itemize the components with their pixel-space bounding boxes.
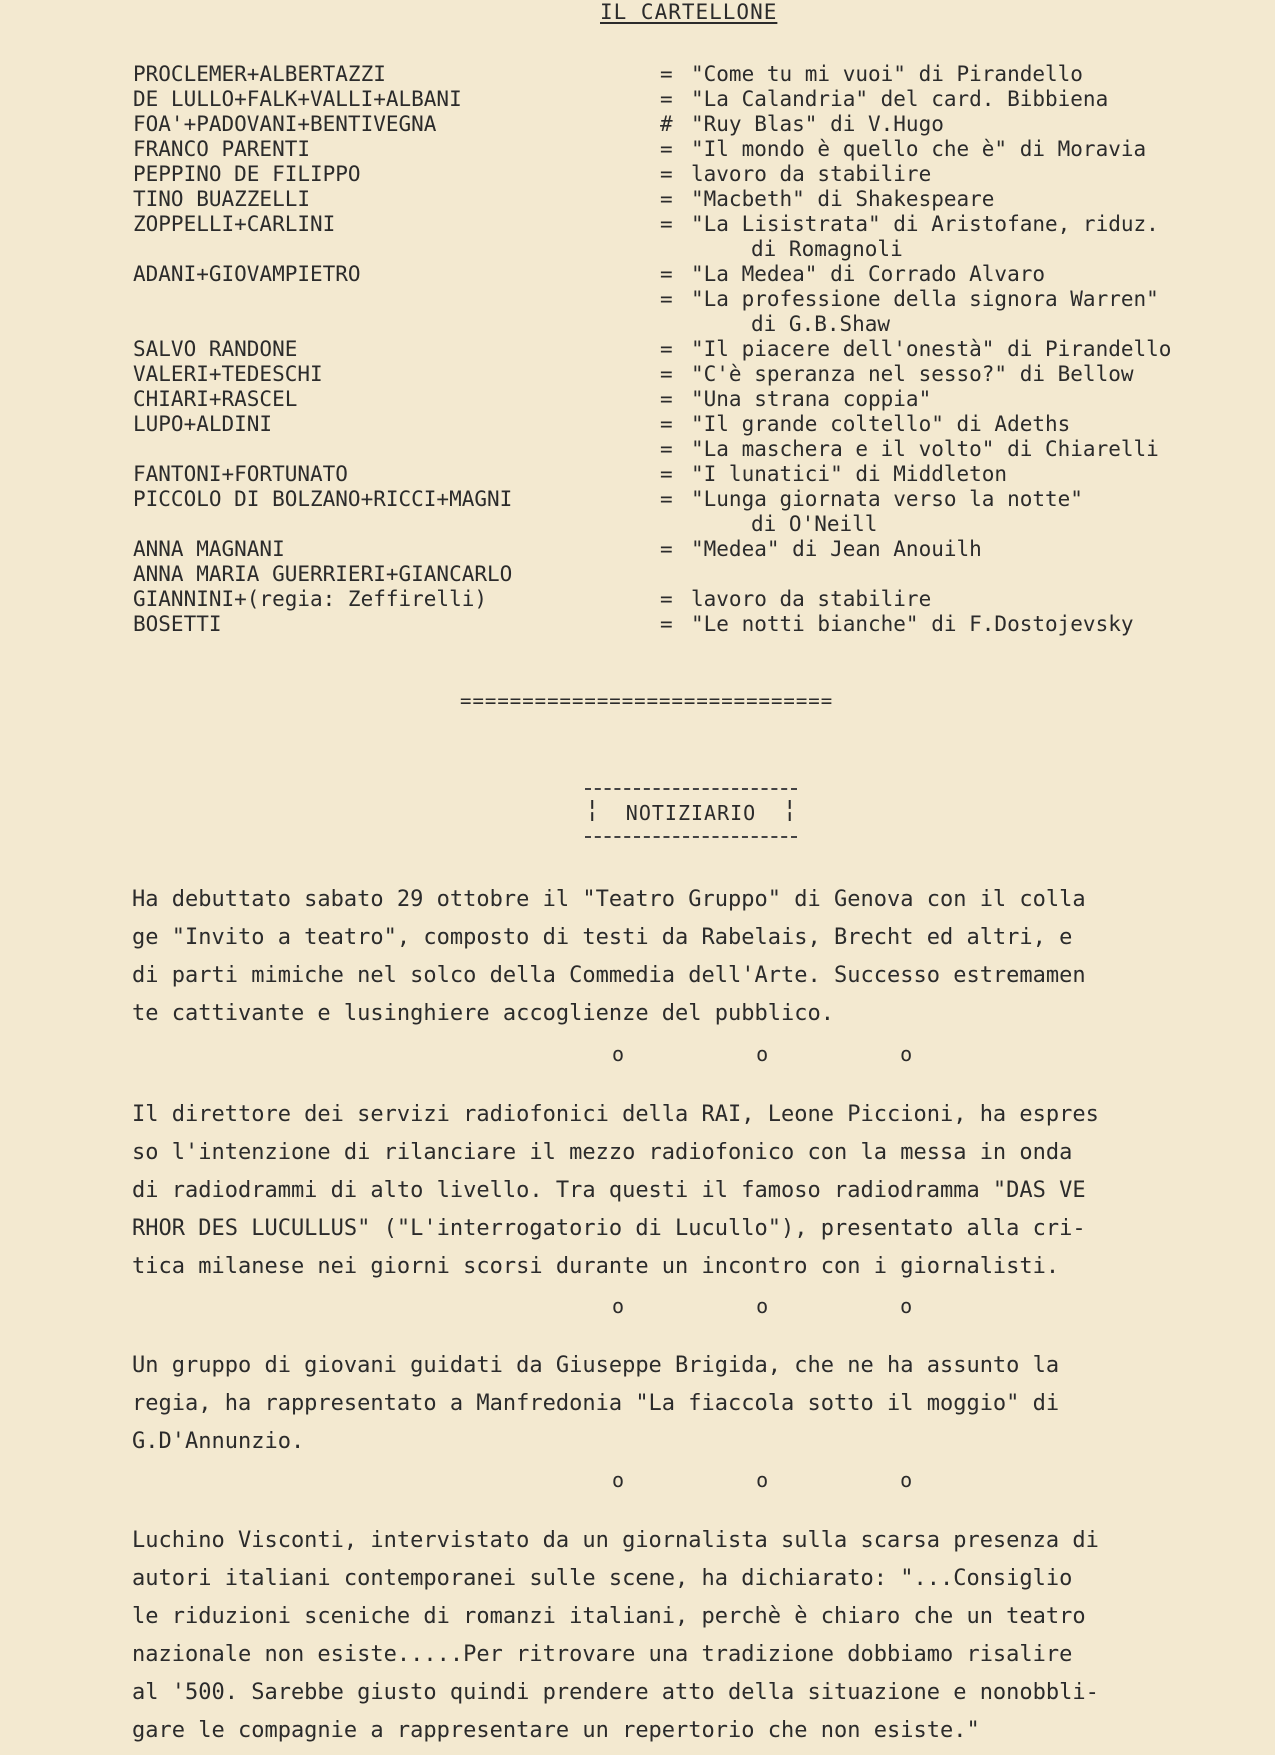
cast-play: "Macbeth" di Shakespeare (691, 187, 995, 211)
news-line: te cattivante e lusinghiere accoglienze del pubblico. (132, 1001, 834, 1026)
cast-company: GIANNINI+(regia: Zeffirelli) (133, 587, 488, 611)
cast-company: ADANI+GIOVAMPIETRO (133, 262, 361, 286)
cast-company: PROCLEMER+ALBERTAZZI (133, 62, 386, 86)
cast-row (133, 162, 1273, 187)
news-line: so l'intenzione di rilanciare il mezzo radiofonico con la messa in onda (132, 1140, 1073, 1165)
cast-play: "La Calandria" del card. Bibbiena (691, 87, 1109, 111)
news-line: gare le compagnie a rappresentare un repertorio che non esiste." (132, 1718, 980, 1743)
news-line: le riduzioni sceniche di romanzi italiani, perchè è chiaro che un teatro (132, 1604, 1086, 1629)
news-line: Un gruppo di giovani guidati da Giuseppe Brigida, che ne ha assunto la (132, 1353, 1060, 1378)
divider-line: ============================== (460, 690, 834, 712)
cast-company: FOA'+PADOVANI+BENTIVEGNA (133, 112, 437, 136)
cast-company: BOSETTI (133, 612, 222, 636)
cast-play: "Una strana coppia" (691, 387, 932, 411)
cast-row (133, 512, 1273, 537)
cast-company: VALERI+TEDESCHI (133, 362, 323, 386)
cast-row (133, 462, 1273, 487)
cast-separator: = (660, 537, 673, 561)
cast-separator: = (660, 487, 673, 511)
cast-company: TINO BUAZZELLI (133, 187, 311, 211)
cast-separator: = (660, 612, 673, 636)
cast-play: lavoro da stabilire (691, 587, 932, 611)
cast-row (133, 262, 1273, 287)
cast-separator: = (660, 187, 673, 211)
news-item (132, 1347, 1262, 1461)
cast-separator: = (660, 387, 673, 411)
cast-company: CHIARI+RASCEL (133, 387, 298, 411)
cast-separator: = (660, 337, 673, 361)
cast-company: FRANCO PARENTI (133, 137, 311, 161)
cast-row (133, 437, 1273, 462)
cast-separator: = (660, 362, 673, 386)
cast-play: "La maschera e il volto" di Chiarelli (691, 437, 1159, 461)
cast-row (133, 487, 1273, 512)
news-line: regia, ha rappresentato a Manfredonia "La fiaccola sotto il moggio" di (132, 1391, 1060, 1416)
cast-separator: = (660, 287, 673, 311)
cast-separator: = (660, 462, 673, 486)
separator-dots: o o o (612, 1468, 973, 1492)
cast-separator: = (660, 212, 673, 236)
cast-company: ANNA MAGNANI (133, 537, 285, 561)
news-item (132, 1096, 1262, 1286)
cast-company: ANNA MARIA GUERRIERI+GIANCARLO (133, 562, 513, 586)
cast-row (133, 587, 1273, 612)
cast-separator: = (660, 162, 673, 186)
cast-separator: = (660, 262, 673, 286)
news-line: tica milanese nei giorni scorsi durante un incontro con i giornalisti. (132, 1254, 1060, 1279)
cast-separator: = (660, 412, 673, 436)
cast-row (133, 237, 1273, 262)
cast-row (133, 87, 1273, 112)
cast-separator: = (660, 437, 673, 461)
cast-separator: = (660, 587, 673, 611)
box-left-bar: ¦ (585, 795, 600, 823)
section-heading: NOTIZIARIO (625, 801, 757, 825)
cast-play: "La professione della signora Warren" (691, 287, 1159, 311)
cast-play: "Come tu mi vuoi" di Pirandello (691, 62, 1083, 86)
page-title: IL CARTELLONE (600, 0, 778, 24)
cast-row (133, 362, 1273, 387)
cast-row (133, 562, 1273, 587)
cast-company: PEPPINO DE FILIPPO (133, 162, 361, 186)
section-heading-box (585, 788, 797, 838)
cast-play: "La Medea" di Corrado Alvaro (691, 262, 1046, 286)
news-line: Ha debuttato sabato 29 ottobre il "Teatro Gruppo" di Genova con il colla (132, 887, 1086, 912)
news-line: RHOR DES LUCULLUS" ("L'interrogatorio di Lucullo"), presentato alla cri- (132, 1216, 1086, 1241)
cast-play-continued: di G.B.Shaw (751, 312, 891, 336)
news-line: di radiodrammi di alto livello. Tra questi il famoso radiodramma "DAS VE (132, 1178, 1086, 1203)
cast-company: DE LULLO+FALK+VALLI+ALBANI (133, 87, 462, 111)
news-line: G.D'Annunzio. (132, 1429, 305, 1454)
news-line: nazionale non esiste.....Per ritrovare una tradizione dobbiamo risalire (132, 1642, 1073, 1667)
cast-company: FANTONI+FORTUNATO (133, 462, 348, 486)
cast-list (133, 62, 1273, 637)
cast-play: lavoro da stabilire (691, 162, 932, 186)
cast-row (133, 137, 1273, 162)
box-right-bar: ¦ (782, 795, 797, 823)
cast-separator: = (660, 137, 673, 161)
cast-row (133, 387, 1273, 412)
cast-row (133, 537, 1273, 562)
news-line: Il direttore dei servizi radiofonici della RAI, Leone Piccioni, ha espres (132, 1102, 1099, 1127)
cast-company: PICCOLO DI BOLZANO+RICCI+MAGNI (133, 487, 513, 511)
news-line: Luchino Visconti, intervistato da un giornalista sulla scarsa presenza di (132, 1528, 1099, 1553)
cast-separator: # (660, 112, 673, 136)
news-item (132, 881, 1262, 1033)
cast-row (133, 337, 1273, 362)
cast-separator: = (660, 62, 673, 86)
cast-row (133, 412, 1273, 437)
separator-dots: o o o (612, 1294, 973, 1318)
cast-row (133, 212, 1273, 237)
cast-row (133, 612, 1273, 637)
cast-row (133, 112, 1273, 137)
news-line: autori italiani contemporanei sulle scene, ha dichiarato: "...Consiglio (132, 1566, 1073, 1591)
cast-play: "Ruy Blas" di V.Hugo (691, 112, 944, 136)
cast-play: "Il grande coltello" di Adeths (691, 412, 1071, 436)
cast-company: LUPO+ALDINI (133, 412, 273, 436)
cast-play: "Lunga giornata verso la notte" (691, 487, 1083, 511)
cast-play: "Il mondo è quello che è" di Moravia (691, 137, 1147, 161)
news-line: al '500. Sarebbe giusto quindi prendere atto della situazione e nonobbli- (132, 1680, 1099, 1705)
cast-play: "I lunatici" di Middleton (691, 462, 1008, 486)
cast-row (133, 312, 1273, 337)
cast-play: "Il piacere dell'onestà" di Pirandello (691, 337, 1172, 361)
cast-row (133, 187, 1273, 212)
news-item (132, 1522, 1262, 1750)
cast-company: ZOPPELLI+CARLINI (133, 212, 336, 236)
cast-separator: = (660, 87, 673, 111)
separator-dots: o o o (612, 1042, 973, 1066)
cast-company: SALVO RANDONE (133, 337, 298, 361)
cast-play: "C'è speranza nel sesso?" di Bellow (691, 362, 1134, 386)
news-line: di parti mimiche nel solco della Commedia dell'Arte. Successo estremamen (132, 963, 1086, 988)
cast-play: "La Lisistrata" di Aristofane, riduz. (691, 212, 1159, 236)
cast-row (133, 287, 1273, 312)
news-line: ge "Invito a teatro", composto di testi da Rabelais, Brecht ed altri, e (132, 925, 1073, 950)
cast-play-continued: di Romagnoli (751, 237, 903, 261)
cast-play-continued: di O'Neill (751, 512, 878, 536)
cast-play: "Le notti bianche" di F.Dostojevsky (691, 612, 1134, 636)
cast-row (133, 62, 1273, 87)
cast-play: "Medea" di Jean Anouilh (691, 537, 982, 561)
